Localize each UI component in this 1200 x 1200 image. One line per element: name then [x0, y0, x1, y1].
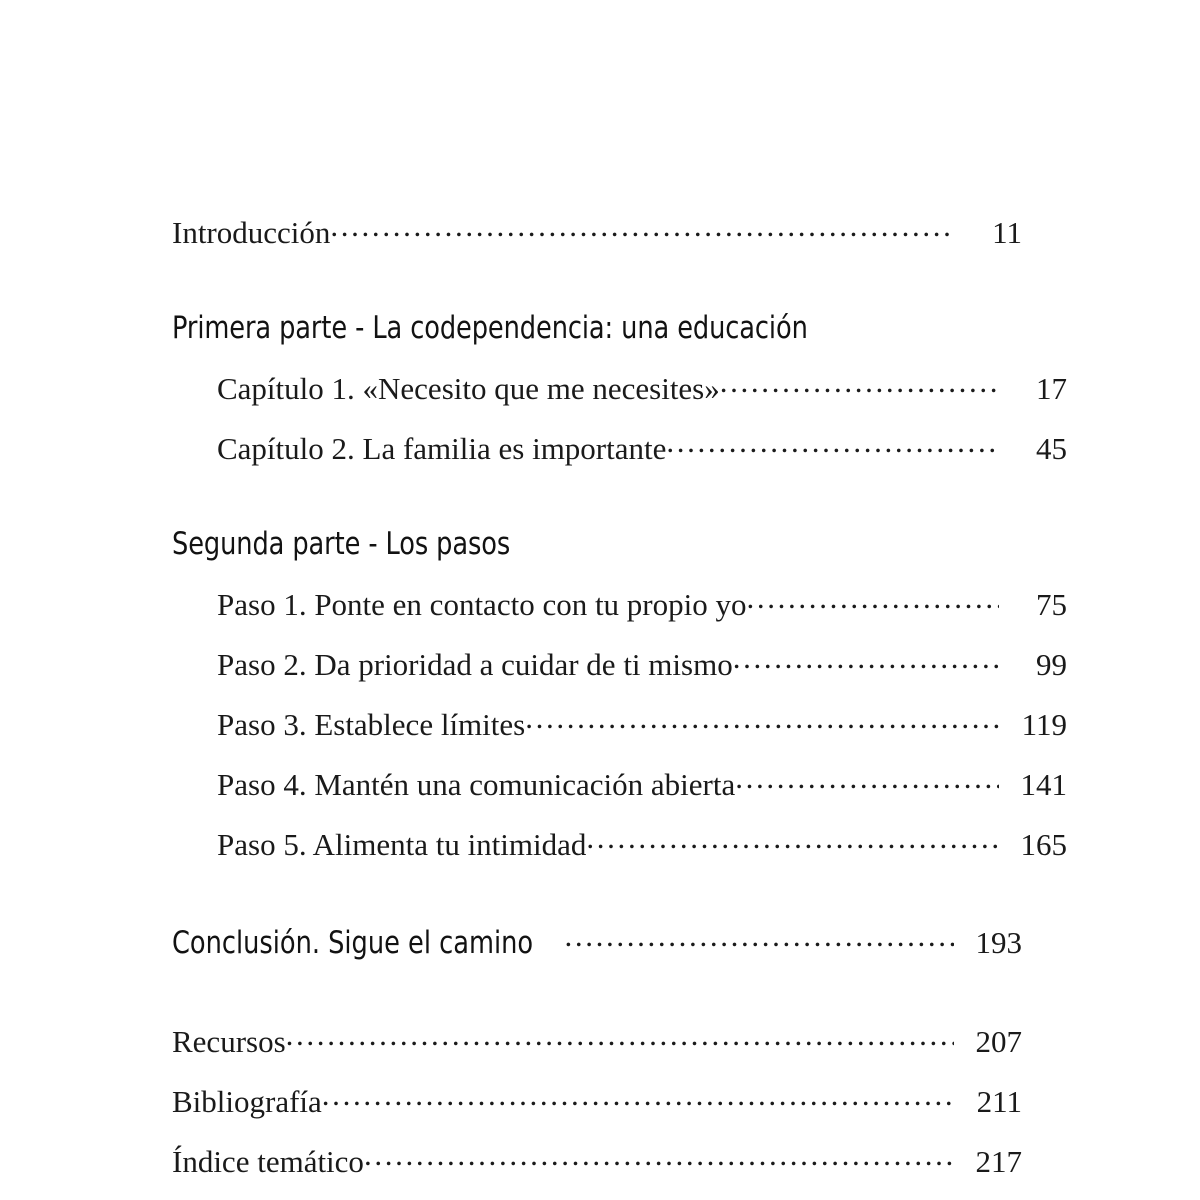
toc-entry-paso-3[interactable] — [217, 704, 1067, 740]
spacer — [172, 860, 1022, 922]
toc-entry-conclusion[interactable] — [172, 922, 1022, 959]
spacer — [172, 562, 1022, 584]
toc-entry-page: 119 — [1021, 707, 1067, 742]
spacer — [172, 346, 1022, 368]
toc-entry-page: 193 — [975, 925, 1022, 960]
leader-dots — [666, 428, 999, 459]
toc-entry-title: Paso 2. Da prioridad a cuidar de ti mismo — [217, 647, 733, 682]
toc-entry-title: Paso 3. Establece límites — [217, 707, 526, 742]
toc-entry-indice-tematico[interactable] — [172, 1141, 1022, 1177]
toc-entry-paso-4[interactable] — [217, 764, 1067, 800]
spacer — [172, 800, 1022, 824]
spacer — [172, 620, 1022, 644]
spacer — [172, 1057, 1022, 1081]
toc-entry-title: Paso 4. Mantén una comunicación abierta — [217, 767, 736, 802]
toc-entry-bibliografia[interactable] — [172, 1081, 1022, 1117]
spacer — [172, 404, 1022, 428]
spacer — [172, 248, 1022, 310]
leader-dots — [720, 368, 999, 399]
toc-entry-paso-2[interactable] — [217, 644, 1067, 680]
spacer — [172, 959, 1022, 1021]
spacer — [172, 740, 1022, 764]
toc-entry-clipped[interactable] — [172, 1188, 1022, 1200]
toc-entry-title: Capítulo 2. La familia es importante — [217, 431, 667, 466]
toc-entry-title: Paso 1. Ponte en contacto con tu propio yo — [217, 587, 747, 622]
leader-dots — [525, 704, 999, 735]
toc-entry-page: 45 — [1036, 431, 1067, 466]
toc-entry-title: Conclusión. Sigue el camino — [172, 925, 534, 961]
toc-entry-capitulo-2[interactable] — [217, 428, 1067, 464]
toc-entry-paso-5[interactable] — [217, 824, 1067, 860]
toc-entry-title: Introducción — [172, 215, 331, 250]
spacer — [172, 464, 1022, 526]
table-of-contents — [172, 212, 1067, 1179]
toc-entry-title: Capítulo 1. «Necesito que me necesites» — [217, 371, 720, 406]
toc-entry-title: Bibliografía — [172, 1084, 322, 1119]
leader-dots — [330, 212, 954, 243]
part-header-primera: Primera parte - La codependencia: una educación — [172, 310, 808, 346]
leader-dots — [733, 644, 999, 675]
toc-entry-paso-1[interactable] — [217, 584, 1067, 620]
toc-entry-title: Índice temático — [172, 1144, 364, 1179]
leader-dots — [735, 764, 999, 795]
toc-entry-page: 99 — [1036, 647, 1067, 682]
toc-entry-page: 217 — [975, 1144, 1022, 1179]
toc-entry-recursos[interactable] — [172, 1021, 1022, 1057]
spacer — [172, 1117, 1022, 1141]
toc-entry-page: 11 — [992, 215, 1022, 250]
part-header-segunda: Segunda parte - Los pasos — [172, 526, 511, 562]
leader-dots — [172, 1188, 954, 1200]
leader-dots — [747, 584, 1000, 615]
toc-entry-page: 211 — [976, 1084, 1022, 1119]
toc-entry-page: 141 — [1020, 767, 1067, 802]
spacer — [172, 680, 1022, 704]
leader-dots — [564, 922, 954, 953]
leader-dots — [364, 1141, 954, 1172]
toc-entry-introduccion[interactable] — [172, 212, 1022, 248]
toc-entry-page: 207 — [975, 1024, 1022, 1059]
toc-entry-page: 17 — [1036, 371, 1067, 406]
toc-entry-title: Paso 5. Alimenta tu intimidad — [217, 827, 587, 862]
toc-entry-capitulo-1[interactable] — [217, 368, 1067, 404]
leader-dots — [286, 1021, 954, 1052]
leader-dots — [322, 1081, 954, 1112]
toc-entry-page: 165 — [1020, 827, 1067, 862]
toc-entry-title: Recursos — [172, 1024, 286, 1059]
leader-dots — [586, 824, 999, 855]
toc-entry-page: 75 — [1036, 587, 1067, 622]
